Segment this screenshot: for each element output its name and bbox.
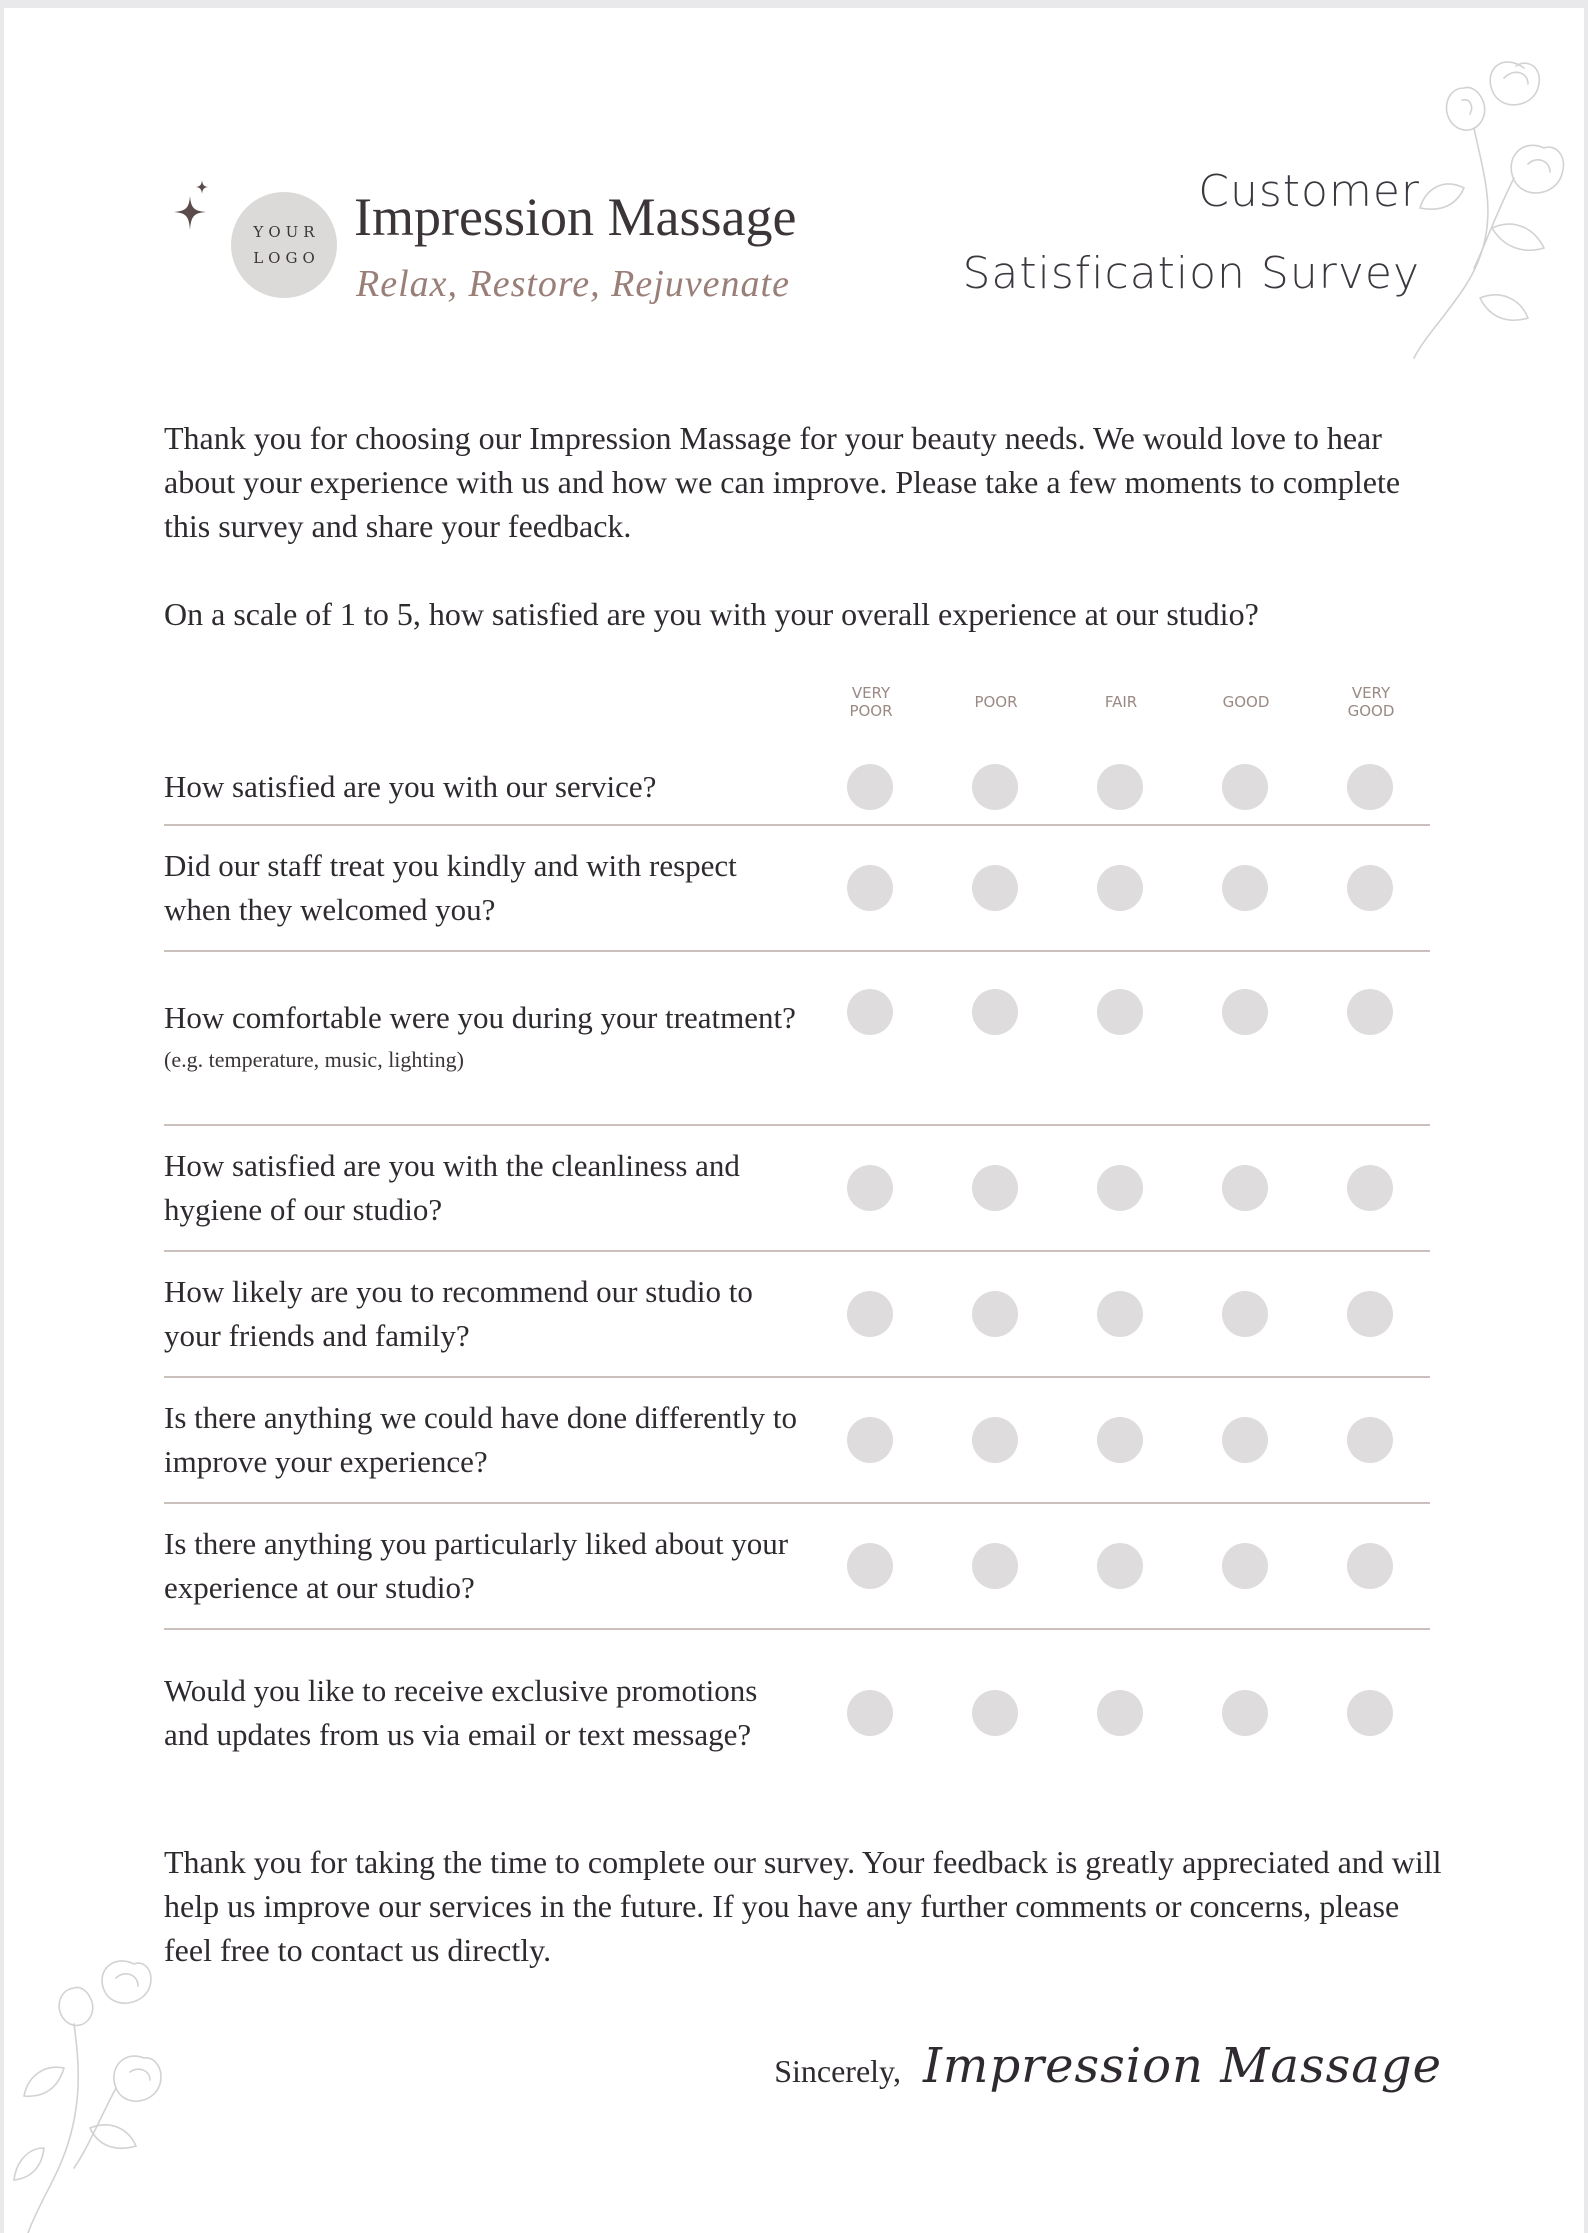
survey-row [164, 1630, 1430, 1796]
rating-option-fair[interactable] [1097, 1165, 1143, 1211]
survey-row [164, 750, 1430, 826]
question-text: Is there anything you particularly liked about your experience at our studio? [164, 1526, 789, 1605]
rating-option-very-poor[interactable] [847, 1543, 893, 1589]
intro-paragraph: Thank you for choosing our Impression Massage for your beauty needs. We would love to hear about your experience with us and how we can improve. Please take a few moments to complete this survey and share your feedback. [164, 420, 1401, 544]
rating-option-good[interactable] [1222, 1165, 1268, 1211]
rating-option-very-poor[interactable] [847, 1291, 893, 1337]
scale-header-poor: POOR [974, 693, 1018, 711]
survey-row [164, 1378, 1430, 1504]
question-text: How comfortable were you during your treatment? [164, 1000, 796, 1035]
rating-option-very-poor[interactable] [847, 865, 893, 911]
rating-option-fair[interactable] [1097, 764, 1143, 810]
rating-option-very-good[interactable] [1347, 764, 1393, 810]
floral-decoration-bottom-left-icon [4, 1948, 204, 2233]
document-title-line1: Customer [1198, 166, 1420, 217]
rating-option-poor[interactable] [972, 1165, 1018, 1211]
rating-option-very-poor[interactable] [847, 1690, 893, 1736]
rating-option-fair[interactable] [1097, 1417, 1143, 1463]
rating-option-poor[interactable] [972, 764, 1018, 810]
document-title-line2: Satisfication Survey [962, 248, 1420, 299]
rating-option-poor[interactable] [972, 1543, 1018, 1589]
main-question: On a scale of 1 to 5, how satisfied are you with your overall experience at our studio? [164, 596, 1259, 632]
signature: Impression Massage [922, 2038, 1442, 2094]
signoff [774, 2038, 1442, 2094]
rating-option-fair[interactable] [1097, 865, 1143, 911]
rating-option-good[interactable] [1222, 1690, 1268, 1736]
question-text: Would you like to receive exclusive promotions and updates from us via email or text message? [164, 1673, 758, 1752]
scale-header-very-poor: VERY POOR [849, 684, 893, 720]
rating-option-poor[interactable] [972, 1417, 1018, 1463]
question-text: Did our staff treat you kindly and with respect when they welcomed you? [164, 848, 737, 927]
survey-row [164, 1504, 1430, 1630]
rating-option-good[interactable] [1222, 1543, 1268, 1589]
scale-header-very-good: VERY GOOD [1347, 684, 1395, 720]
sincerely-text: Sincerely, [774, 2053, 901, 2089]
survey-row [164, 952, 1430, 1126]
rating-option-very-poor[interactable] [847, 1165, 893, 1211]
rating-option-fair[interactable] [1097, 1543, 1143, 1589]
scale-header-fair: FAIR [1104, 693, 1138, 711]
document-title [963, 151, 1421, 315]
rating-option-poor[interactable] [972, 865, 1018, 911]
survey-row [164, 1126, 1430, 1252]
rating-option-very-good[interactable] [1347, 1417, 1393, 1463]
rating-option-poor[interactable] [972, 989, 1018, 1035]
survey-row [164, 826, 1430, 952]
floral-decoration-top-right-icon [1404, 28, 1584, 368]
question-text: How satisfied are you with the cleanliness and hygiene of our studio? [164, 1148, 740, 1227]
rating-option-very-good[interactable] [1347, 1543, 1393, 1589]
question-note: (e.g. temperature, music, lighting) [164, 1047, 464, 1072]
rating-option-fair[interactable] [1097, 1690, 1143, 1736]
rating-option-good[interactable] [1222, 989, 1268, 1035]
logo-placeholder [231, 192, 337, 298]
brand-name: Impression Massage [354, 187, 797, 247]
survey-page [4, 8, 1584, 2233]
rating-option-very-good[interactable] [1347, 865, 1393, 911]
rating-option-very-good[interactable] [1347, 1291, 1393, 1337]
rating-option-poor[interactable] [972, 1690, 1018, 1736]
rating-option-poor[interactable] [972, 1291, 1018, 1337]
rating-option-very-poor[interactable] [847, 764, 893, 810]
logo-text-line1: YOUR [253, 223, 320, 241]
closing-paragraph: Thank you for taking the time to complete our survey. Your feedback is greatly appreciated and will help us improve our services in the future. If you have any further comments or concerns, please feel free to contact us directly. [164, 1844, 1442, 1968]
question-text: How satisfied are you with our service? [164, 769, 657, 804]
scale-header-good: GOOD [1222, 693, 1270, 711]
survey-questions [164, 750, 1430, 1796]
rating-option-fair[interactable] [1097, 989, 1143, 1035]
rating-option-good[interactable] [1222, 865, 1268, 911]
rating-option-very-poor[interactable] [847, 1417, 893, 1463]
rating-option-very-good[interactable] [1347, 1165, 1393, 1211]
brand-tagline: Relax, Restore, Rejuvenate [356, 263, 790, 305]
question-text: How likely are you to recommend our studio to your friends and family? [164, 1274, 753, 1353]
survey-row [164, 1252, 1430, 1378]
rating-option-very-poor[interactable] [847, 989, 893, 1035]
rating-scale-headers [4, 684, 1584, 734]
rating-option-very-good[interactable] [1347, 989, 1393, 1035]
rating-option-very-good[interactable] [1347, 1690, 1393, 1736]
rating-option-fair[interactable] [1097, 1291, 1143, 1337]
sparkle-icon [170, 178, 214, 242]
rating-option-good[interactable] [1222, 1291, 1268, 1337]
logo-text-line2: LOGO [253, 249, 320, 267]
question-block [164, 982, 804, 1094]
question-text: Is there anything we could have done differently to improve your experience? [164, 1400, 798, 1479]
rating-option-good[interactable] [1222, 1417, 1268, 1463]
rating-option-good[interactable] [1222, 764, 1268, 810]
